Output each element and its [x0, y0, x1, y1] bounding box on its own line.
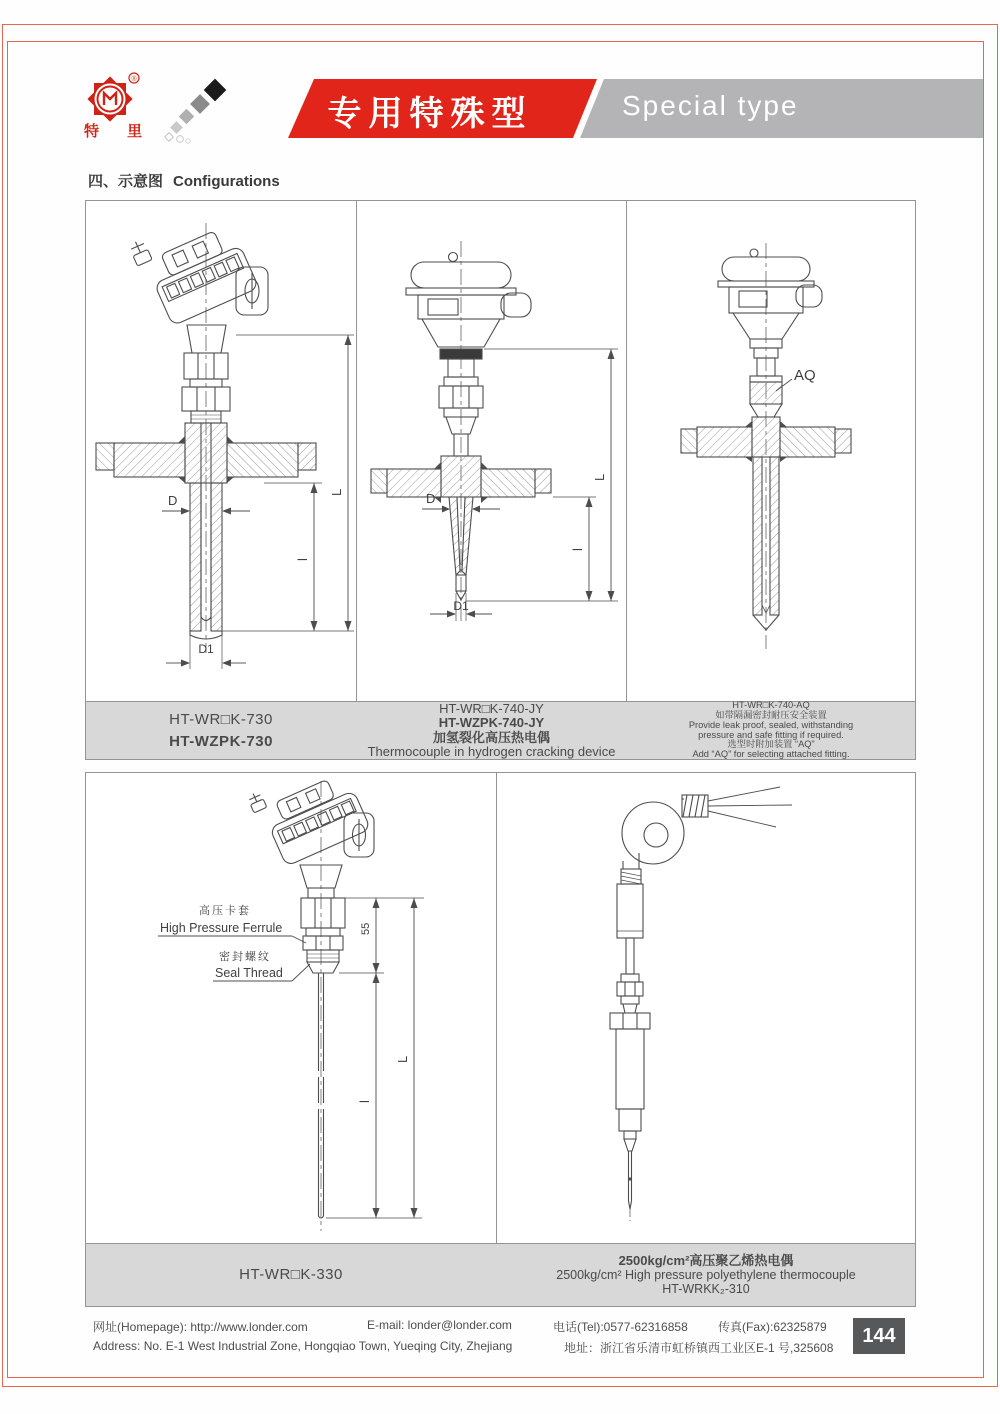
thermocouple-740aq-drawing	[681, 243, 851, 649]
dim-label-d: D	[426, 491, 436, 506]
dim-label-l: l	[570, 548, 585, 551]
aq-label: AQ	[794, 367, 816, 384]
handle-body	[617, 884, 643, 938]
model-desc-en: 2500kg/cm² High pressure polyethylene thermocouple	[556, 1267, 856, 1282]
seal-thread-fitting	[307, 950, 339, 973]
model-name: HT-WR□K-740-JY	[439, 701, 544, 717]
dim-label-d1: D1	[198, 642, 214, 656]
upper-hex	[301, 898, 345, 928]
model-name: HT-WZPK-730	[169, 732, 273, 750]
lead-wires	[708, 787, 792, 827]
caption-strip-top	[86, 701, 915, 759]
connection-head	[128, 204, 259, 330]
diagram-740jy	[356, 201, 626, 701]
dim-label-d: D	[168, 493, 178, 508]
connection-head	[406, 253, 531, 348]
brand-logo	[74, 64, 164, 146]
seal-label-cn: 密封螺纹	[219, 951, 271, 963]
diagram-310	[496, 773, 915, 1243]
model-note-en: Add “AQ” for selecting attached fitting.	[692, 749, 850, 759]
model-name: HT-WRKK₂-310	[662, 1282, 750, 1297]
diagram-730	[86, 201, 356, 701]
caption-310	[497, 1244, 915, 1306]
model-desc-en: Provide leak proof, sealed, withstanding	[688, 719, 854, 730]
page-number: 144	[853, 1318, 905, 1354]
model-note-cn: 选型时附加装置 “AQ”	[727, 739, 815, 750]
elbow-loop	[622, 799, 684, 864]
section-title	[88, 170, 280, 191]
dimensions-330	[326, 898, 424, 1218]
connection-head	[247, 773, 371, 870]
dim-label-L: L	[592, 473, 607, 481]
caption-strip-bottom	[86, 1243, 915, 1306]
section-title-en: Configurations	[173, 173, 280, 190]
footer-fax: 传真(Fax):62325879	[718, 1320, 827, 1334]
dim-label-d1: D1	[453, 599, 469, 613]
caption-730	[86, 702, 356, 759]
ferrule-hex	[303, 936, 343, 950]
main-hex	[610, 1013, 650, 1029]
footer-tel: 电话(Tel):0577-62316858	[553, 1320, 688, 1334]
flange-hub	[185, 423, 227, 483]
body-cylinder	[616, 1029, 644, 1109]
model-name: HT-WZPK-740-JY	[438, 715, 545, 731]
model-name: HT-WR□K-730	[169, 710, 273, 728]
section-title-cn: 四、示意图	[88, 173, 164, 190]
model-desc-cn: 如带隔漏密封耐压安全装置	[715, 710, 827, 720]
model-name: HT-WR□K-740-AQ	[732, 700, 810, 711]
brand-name: 特 里	[84, 123, 155, 140]
page-title-cn: 专用特殊型	[327, 95, 533, 133]
connection-head	[718, 249, 822, 339]
footer-homepage: 网址(Homepage): http://www.londer.com	[93, 1320, 308, 1334]
model-desc-en: Thermocouple in hydrogen cracking device	[367, 743, 616, 759]
registered-mark: ®	[131, 76, 137, 83]
spring-section	[621, 853, 641, 884]
model-name: HT-WR□K-330	[239, 1266, 343, 1284]
flange-hub	[752, 417, 780, 457]
model-desc-cn: 2500kg/cm²高压聚乙烯热电偶	[618, 1252, 794, 1268]
thermocouple-310-drawing	[610, 787, 792, 1221]
footer-address-cn: 地址：浙江省乐清市虹桥镇西工业区E-1 号,325608	[564, 1341, 834, 1355]
dim-label-l: l	[357, 1100, 372, 1103]
flange-hub	[441, 456, 481, 497]
dim-label-55: 55	[360, 922, 372, 935]
configurations-box-top	[85, 200, 916, 760]
footer-address-en: Address: No. E-1 West Industrial Zone, Hongqiao Town, Yueqing City, Zhejiang	[93, 1339, 513, 1353]
needle-tip	[628, 1151, 631, 1221]
thermocouple-730-drawing	[96, 204, 316, 653]
ferrule-label-en: High Pressure Ferrule	[160, 921, 283, 935]
model-desc-cn: 加氢裂化高压热电偶	[432, 729, 550, 745]
thermocouple-740jy-drawing	[371, 241, 551, 621]
model-desc-en: pressure and safe fitting if required.	[698, 729, 844, 740]
footer	[93, 1318, 853, 1360]
callouts-330	[158, 903, 310, 981]
cable-ferrule	[682, 795, 708, 817]
caption-740jy	[357, 702, 626, 759]
dim-label-L: L	[395, 1055, 410, 1063]
configurations-box-bottom	[85, 772, 916, 1307]
caption-330	[86, 1244, 496, 1306]
thermocouple-330-drawing	[247, 773, 374, 1231]
seal-label-en: Seal Thread	[215, 966, 283, 980]
dim-label-L: L	[329, 488, 344, 496]
footer-email: E-mail: londer@londer.com	[367, 1318, 512, 1332]
diagram-740aq	[626, 201, 915, 701]
caption-740aq	[627, 702, 915, 759]
diagram-330	[86, 773, 496, 1243]
dim-label-l: l	[295, 558, 310, 561]
logo-emblem-icon	[87, 73, 139, 122]
ferrule-label-cn: 高压卡套	[199, 905, 251, 917]
aq-gland	[750, 376, 792, 417]
page-title-en: Special type	[622, 90, 799, 121]
